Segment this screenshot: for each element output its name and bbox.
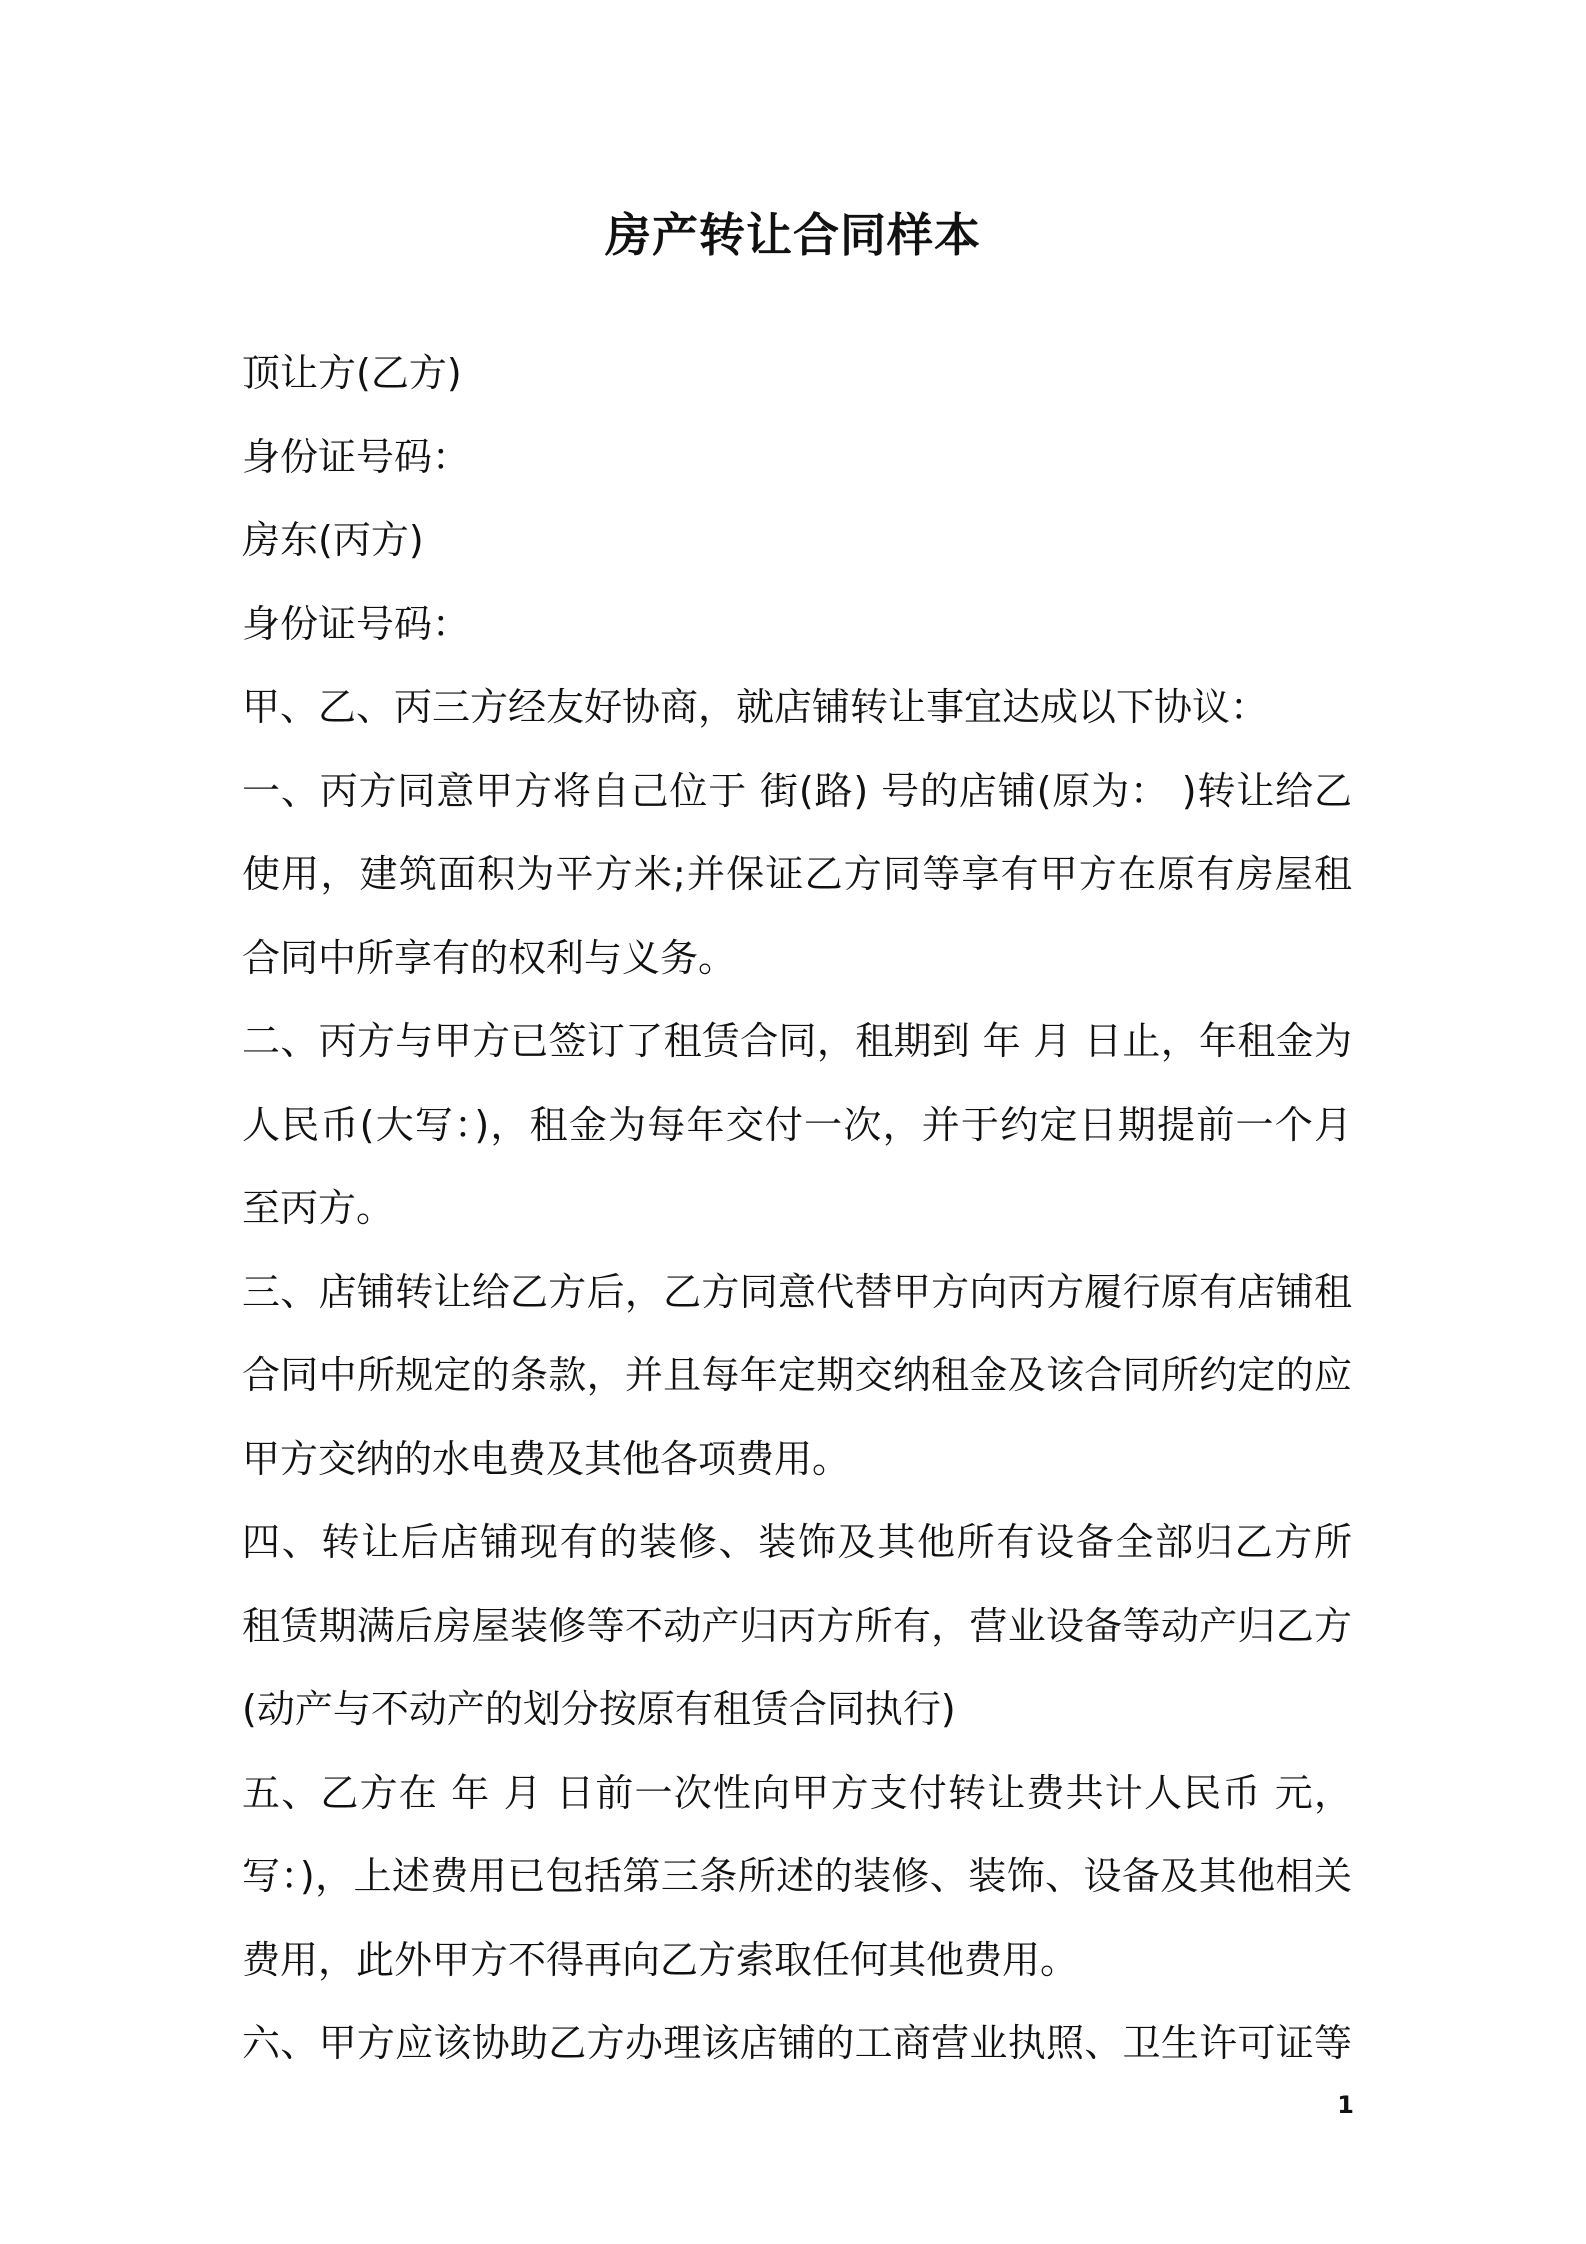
body-line: 甲、乙、丙三方经友好协商，就店铺转让事宜达成以下协议： [242,685,1269,729]
body-line: 顶让方(乙方) [242,351,462,395]
body-line: 五、乙方在 年 月 日前一次性向甲方支付转让费共计人民币 元， [242,1770,1352,1815]
body-line: 至丙方。 [242,1186,395,1230]
body-line: 四、转让后店铺现有的装修、装饰及其他所有设备全部归乙方所 [242,1520,1352,1564]
body-line: 合同中所规定的条款，并且每年定期交纳租金及该合同所约定的应 [242,1353,1352,1397]
body-line: 一、丙方同意甲方将自己位于 街(路) 号的店铺(原为： )转让给乙 [242,768,1352,813]
body-line: 房东(丙方) [242,518,424,562]
body-line: 身份证号码： [242,434,471,479]
document-title: 房产转让合同样本 [605,208,981,262]
body-line: 甲方交纳的水电费及其他各项费用。 [242,1436,851,1481]
body-line: 人民币(大写：)，租金为每年交付一次，并于约定日期提前一个月 [242,1102,1352,1147]
body-line: 六、甲方应该协助乙方办理该店铺的工商营业执照、卫生许可证等 [242,2021,1352,2065]
body-line: 费用，此外甲方不得再向乙方索取任何其他费用。 [242,1937,1079,1982]
body-line: 合同中所享有的权利与义务。 [242,935,737,980]
body-line: 三、店铺转让给乙方后，乙方同意代替甲方向丙方履行原有店铺租 [242,1269,1352,1314]
body-line: 租赁期满后房屋装修等不动产归丙方所有，营业设备等动产归乙方 [242,1603,1352,1648]
body-line: 二、丙方与甲方已签订了租赁合同，租期到 年 月 日止，年租金为 [242,1019,1352,1063]
body-line: 写：)，上述费用已包括第三条所述的装修、装饰、设备及其他相关 [242,1854,1352,1898]
body-line: (动产与不动产的划分按原有租赁合同执行) [242,1687,956,1731]
body-line: 使用，建筑面积为平方米;并保证乙方同等享有甲方在原有房屋租 [242,852,1352,896]
document-body [242,332,1352,2086]
page-number: 1 [1337,2091,1354,2119]
body-line: 身份证号码： [242,601,471,646]
